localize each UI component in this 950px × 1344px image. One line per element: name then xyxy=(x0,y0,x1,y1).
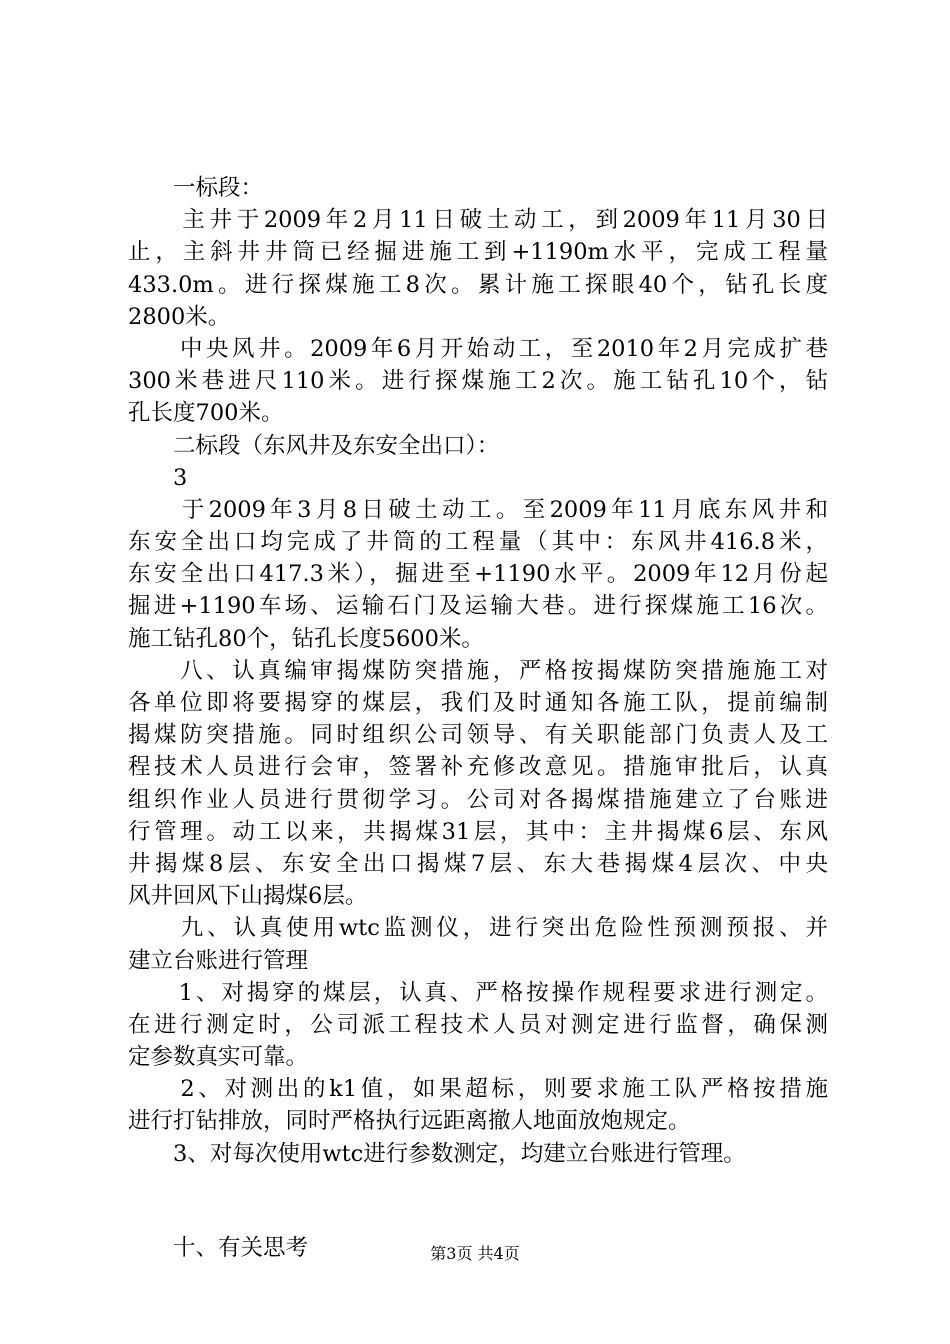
text-line: 1、对揭穿的煤层，认真、严格按操作规程要求进行测定。 xyxy=(128,979,828,1006)
text-line: 八、认真编审揭煤防突措施，严格按揭煤防突措施施工对 xyxy=(128,657,828,684)
text-line: 一标段： xyxy=(128,175,264,201)
text-line: 进行打钻排放，同时严格执行远距离撤人地面放炮规定。 xyxy=(128,1108,691,1135)
text-line: 行管理。动工以来，共揭煤31层，其中：主井揭煤6层、东风 xyxy=(128,818,828,845)
text-line: 于2009年3月8日破土动工。至2009年11月底东风井和 xyxy=(128,496,828,523)
text-line: 止，主斜井井筒已经掘进施工到+1190m水平，完成工程量 xyxy=(128,239,828,266)
text-line: 掘进+1190车场、运输石门及运输大巷。进行探煤施工16次。 xyxy=(128,593,828,620)
page-footer: 第3页 共4页 xyxy=(430,1244,520,1263)
text-line: 九、认真使用wtc监测仪，进行突出危险性预测预报、并 xyxy=(128,915,828,942)
document-body xyxy=(128,172,828,1264)
text-line: 主井于2009年2月11日破土动工，到2009年11月30日 xyxy=(128,207,828,234)
text-line: 在进行测定时，公司派工程技术人员对测定进行监督，确保测 xyxy=(128,1011,828,1038)
text-line: 程技术人员进行会审，签署补充修改意见。措施审批后，认真 xyxy=(128,754,828,781)
text-line: 3、对每次使用wtc进行参数测定，均建立台账进行管理。 xyxy=(128,1140,746,1167)
text-line: 2、对测出的k1值，如果超标，则要求施工队严格按措施 xyxy=(128,1076,828,1103)
text-line: 东安全出口均完成了井筒的工程量（其中：东风井416.8米， xyxy=(128,529,828,556)
text-line: 300米巷进尺110米。进行探煤施工2次。施工钻孔10个，钻 xyxy=(128,368,828,395)
text-line: 组织作业人员进行贯彻学习。公司对各揭煤措施建立了台账进 xyxy=(128,786,828,813)
paragraph-gap xyxy=(128,1170,828,1232)
text-line: 2800米。 xyxy=(128,303,231,330)
text-line: 井揭煤8层、东安全出口揭煤7层、东大巷揭煤4层次、中央 xyxy=(128,850,828,877)
text-line: 揭煤防突措施。同时组织公司领导、有关职能部门负责人及工 xyxy=(128,722,828,749)
text-line: 风井回风下山揭煤6层。 xyxy=(128,883,368,910)
text-line: 433.0m。进行探煤施工8次。累计施工探眼40个，钻孔长度 xyxy=(128,271,828,298)
text-line: 各单位即将要揭穿的煤层，我们及时通知各施工队，提前编制 xyxy=(128,690,828,716)
text-line: 二标段（东风井及东安全出口）： xyxy=(128,432,500,459)
text-line: 东安全出口417.3米），掘进至+1190水平。2009年12月份起 xyxy=(128,561,828,588)
text-line: 3 xyxy=(128,464,188,491)
text-line: 中央风井。2009年6月开始动工，至2010年2月完成扩巷 xyxy=(128,335,828,362)
text-line: 施工钻孔80个，钻孔长度5600米。 xyxy=(128,625,484,652)
text-line: 建立台账进行管理 xyxy=(128,947,309,974)
text-line: 孔长度700米。 xyxy=(128,400,284,427)
text-line: 定参数真实可靠。 xyxy=(128,1044,309,1071)
section-heading: 十、有关思考 xyxy=(128,1234,309,1261)
